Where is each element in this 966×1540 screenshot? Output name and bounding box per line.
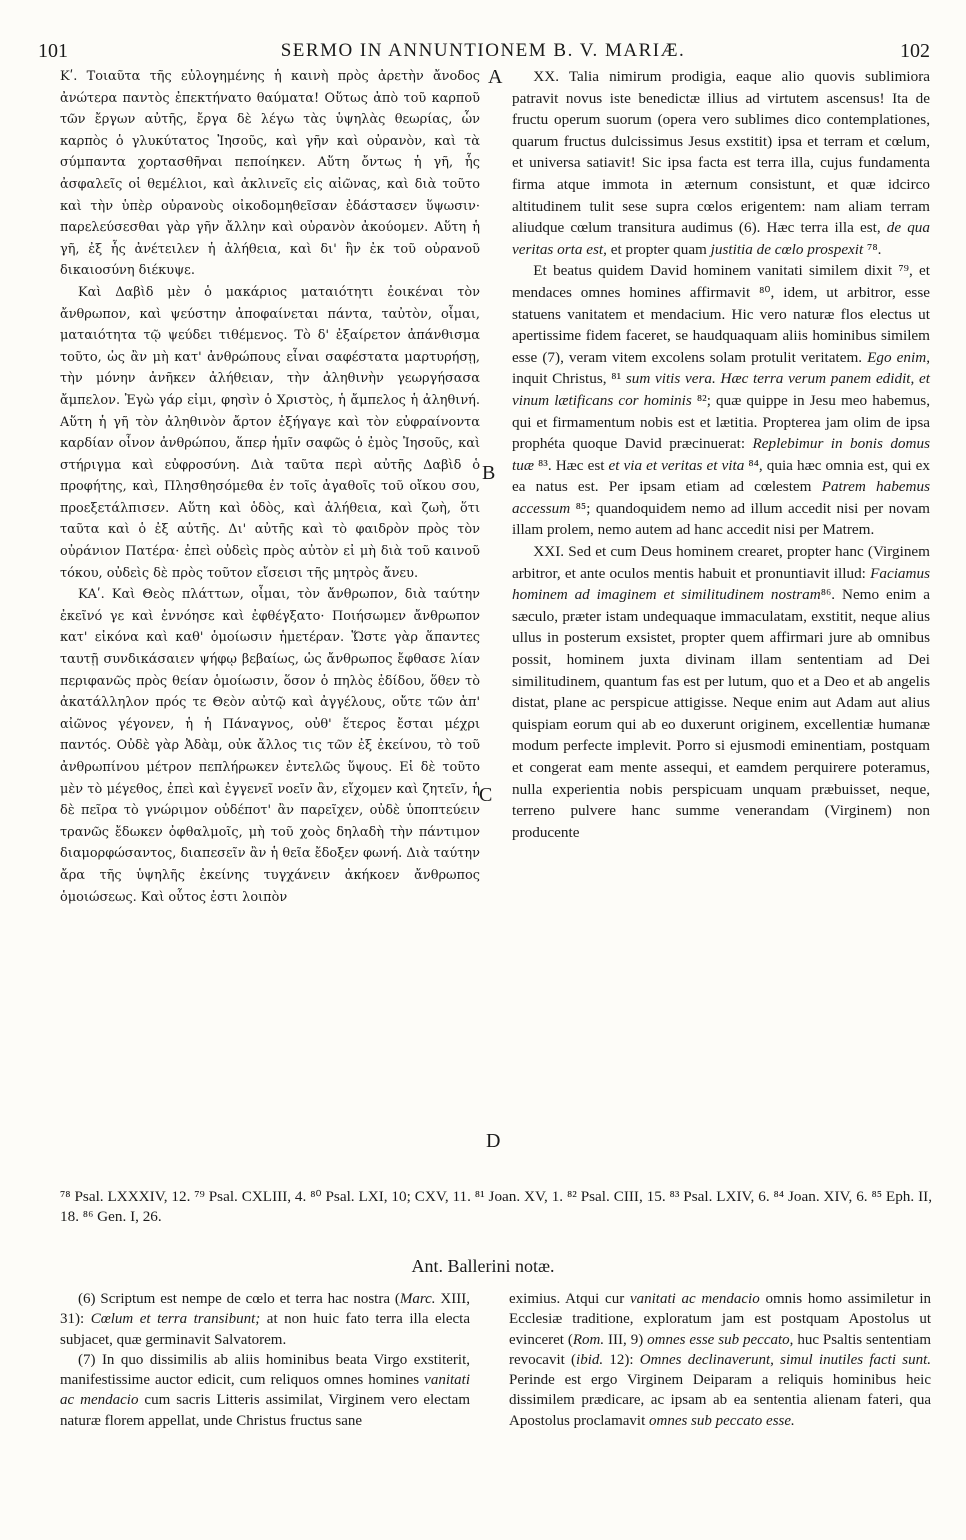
latin-paragraph-20: XX. Talia nimirum prodigia, eaque alio quovis sublimiora patravit novus iste benedictæ illius ad virtutem ascensus! Ita de fructu operum suorum (opera vero sublimes dico contemplationes, quarum fructus dulcissimus Jesus exstitit) ipsa et terram et cœlum, et universa satiavit! Sic ipsa facta est terra illa, cujus fundamenta firma atque immota in æternum consistunt, et quæ idcirco altitudinem tulit sese supra cœlos erigentem: nam aliam terram aliudque cœlum transitura audimus (6). Hæc terra illa est, de qua veritas orta est, et propter quam justitia de cœlo prospexit ⁷⁸. xyxy=(512,68,930,258)
note-7-continued: eximius. Atqui cur vanitati ac mendacio omnis homo assimiletur in Ecclesiæ traditione, exploratum jam est postquam Apostolus ut evinceret (Rom. III, 9) omnes esse sub peccato, huc Psaltis sententiam revocavit (ibid. 12): Omnes declinaverunt, simul inutiles facti sunt. Perinde est ergo Virginem Deiparam a reliquis hominibus heic dissimilem prædicare, ac ipsam ab ea sententia alienam fateri, qua Apostolus proclamavit omnes sub peccato esse. xyxy=(509,1291,931,1429)
margin-letter-d: D xyxy=(486,1130,501,1152)
greek-paragraph-21: ΚΑʹ. Καὶ Θεὸς πλάττων, οἶμαι, τὸν ἄνθρωπον, διὰ ταύτην ἐκεῖνό γε καὶ ἐννόησε καὶ ἐφθέγξατο· Ποιήσωμεν ἄνθρωπον κατ' εἰκόνα καὶ καθ' ὁμοίωσιν ἡμετέραν. Ὥστε γὰρ ἅπαντες ταυτῇ συνδικάσαιεν ψήφῳ βεβαίως, ὡς ἄνθρωπος ἔφθασε λίαν περιφανῶς πρὸς θείαν ὁμοίωσιν, ὅσον ὁ πηλὸς ἐδίδου, ὅθεν τὸ ἀκατάλληλον πρός τε Θεὸν αὐτῷ καὶ ἀγγέλους, οὔτε τῶν ἀπ' αἰῶνος γέγονεν, ἡ ἡ Πάναγνος, οὐθ' ἕτερος ἔσται μέχρι παντός. Οὐδὲ γὰρ Ἀδὰμ, οὐκ ἄλλος τις τῶν ἐξ ἐκείνου, τὸ τοῦ ἀνθρωπίνου μέτρον πεπλήρωκεν ἐντελῶς ὕψους. Εἰ δὲ τοῦτο μὲν τὸ μέγεθος, ἐπεὶ καὶ ἐγγενεῖ νοεῖν ἂν, εἴχομεν καὶ ζητεῖν, ἡ δὲ πεῖρα τὸ γνώριμον οὐδέποτ' ἂν παρεῖχεν, οὐδὲ ὑποπτεύειν τρανῶς ἔδωκεν ὀφθαλμοῖς, μὴ τοῦ χοὸς δηλαδὴ τὴν πάντιμον διαμορφώσαντος, διαπεσεῖν ἂν ἡ θεῖα ἔδοξεν φωνή. Διὰ ταύτην ἄρα τῆς ὑψηλῆς ἐκείνης τυγχάνειν ἀκήκοεν ἄνθρωπος ὁμοιώσεως. Καὶ οὗτος ἐστι λοιπὸν xyxy=(60,587,480,905)
page-number-right: 102 xyxy=(900,40,930,62)
greek-paragraph-david: Καὶ Δαβὶδ μὲν ὁ μακάριος ματαιότητι ἐοικέναι τὸν ἄνθρωπον, καὶ ψεύστην ἀποφαίνεται πάντα, ταὐτὸν, οἶμαι, ματαιότητα τῷ ψεύδει τιθέμενος. Τὸ δ' ἐξαίρετον ἀπάνθισμα τοῦτο, ὡς ἂν μὴ κατ' ἀνθρώπους εἶναι σαφέστατα μαρτυρήσῃ, τὴν μόνην ἀνῆκεν ἀλήθειαν, τὴν ἀληθινὴν γεωργήσασα ἄμπελον. Ἐγὼ γάρ εἰμι, φησὶν ὁ Χριστὸς, ἡ ἄμπελος ἡ ἀληθινή. Αὕτη ἡ γῆ τὸν ἀληθινὸν ἄρτον ἐξήγαγε καὶ τὸν εὐφραίνοντα καρδίαν οἶνον ἀνθρώπου, ἅπερ ἡμῖν σαφῶς ὁ ἐμὸς Ἰησοῦς, καὶ στήριγμα καὶ εὐφροσύνη. Διὰ ταῦτα περὶ αὐτῆς Δαβὶδ ὁ προφήτης, καὶ, Πλησθησόμεθα ἐν τοῖς ἀγαθοῖς τοῦ οἴκου σου, προεξετάλπισεν. Αὕτη καὶ ὁδὸς, καὶ ἀλήθεια, καὶ ζωὴ, ὅτι ταῦτα καὶ ὁ ἐξ αὐτῆς. Δι' αὐτῆς καὶ τὸ φαιδρὸν πρὸς τὸν οὐράνιον Πατέρα· ἐπεὶ οὐδεὶς πρὸς αὐτὸν εἰ μὴ διὰ τοῦ καινοῦ τόκου, οὐδεὶς δὲ πρὸς τοῦτον εἴσεισι τῆς μητρὸς ἄνευ. xyxy=(60,284,480,581)
latin-column xyxy=(512,66,930,843)
note-6: (6) Scriptum est nempe de cœlo et terra hac nostra (Marc. XIII, 31): Cœlum et terra transibunt; at non huic fato terra illa electa subjacet, quæ germinavit Salvatorem. xyxy=(60,1291,470,1348)
scripture-footnotes: ⁷⁸ Psal. LXXXIV, 12. ⁷⁹ Psal. CXLIII, 4. ⁸⁰ Psal. LXI, 10; CXV, 11. ⁸¹ Joan. XV, 1. ⁸² Psal. CIII, 15. ⁸³ Psal. LXIV, 6. ⁸⁴ Joan. XIV, 6. ⁸⁵ Eph. II, 18. ⁸⁶ Gen. I, 26. xyxy=(60,1188,932,1225)
note-7: (7) In quo dissimilis ab aliis hominibus beata Virgo exstiterit, manifestissime auctor edicit, cum reliquos omnes homines vanitati ac mendacio cum sacris Litteris assimilat, Virginem vero electam naturæ florem appellat, unde Christus fructus sane xyxy=(60,1351,470,1429)
greek-paragraph-20: Κʹ. Τοιαῦτα τῆς εὐλογημένης ἡ καινὴ πρὸς ἀρετὴν ἄνοδος ἀνώτερα παντὸς ἐπεκτήνατο θαύματα! Οὕτως ἀπὸ τοῦ καρποῦ τῶν ἔργων αὐτῆς, ἔργα δὲ λέγω τὰς ὑψηλὰς θεωρίας, ὧν καρπὸς ὁ γλυκύτατος Ἰησοῦς, καὶ γῆν καὶ οὐρανὸν, καὶ τὰ σύμπαντα χορτασθῆναι πεποίηκεν. Αὕτη ὄντως ἡ γῆ, ἧς ἀσφαλεῖς οἱ θεμέλιοι, καὶ ἀκλινεῖς εἰς αἰῶνας, καὶ διὰ τοῦτο καὶ τὴν ὑπὲρ οὐρανοὺς οἰκοδομηθεῖσαν ἐδάστασεν ὕψωσιν· παρελεύσεσθαι γὰρ γῆν ἄλλην καὶ οὐρανὸν ἀκούομεν. Αὕτη ἡ γῆ, ἐξ ἧς ἀνέτειλεν ἡ ἀλήθεια, καὶ δι' ἣν ἐκ τοῦ οὐρανοῦ δικαιοσύνη διέκυψε. xyxy=(60,69,480,279)
margin-letter-a: A xyxy=(488,66,503,88)
latin-paragraph-david: Et beatus quidem David hominem vanitati similem dixit ⁷⁹, et mendaces omnes homines affirmavit ⁸⁰, idem, ut arbitror, esse statuens vanitatem et mendacium. Hic vero naturæ flos electus ut apertissime fidem faceret, se haudquaquam aliis hominibus similem esse (7), veram vitem excolens solam protulit veritatem. Ego enim, inquit Christus, ⁸¹ sum vitis vera. Hæc terra verum panem edidit, et vinum lætificans cor hominis ⁸²; quæ quippe in Jesu meo habemus, qui et firmamentum nobis est et lætitia. Propterea jam olim de ipsa prophéta quoque David præcinuerat: Replebimur in bonis domus tuæ ⁸³. Hæc est et via et veritas et vita ⁸⁴, quia hæc omnia est, qui ex ea natus est. Per ipsam etiam ad cœlestem Patrem habemus accessum ⁸⁵; quandoquidem nemo ad illum accedit nisi per novam illam prolem, nemo autem ad hanc accedit nisi per Matrem. xyxy=(512,262,931,539)
notes-right-column xyxy=(509,1289,931,1431)
margin-letter-c: C xyxy=(479,784,493,806)
margin-letter-b: B xyxy=(482,462,496,484)
running-title: SERMO IN ANNUNTIONEM B. V. MARIÆ. xyxy=(280,40,686,61)
notes-title: Ant. Ballerini notæ. xyxy=(411,1256,555,1276)
greek-column xyxy=(60,66,480,908)
latin-paragraph-21: XXI. Sed et cum Deus hominem crearet, propter hanc (Virginem arbitror, et ante oculos mentis habuit et pronuntiavit illud: Faciamus hominem ad imaginem et similitudinem nostram⁸⁶. Nemo enim a sæculo, præter istam undequaque immaculatam, exstitit, neque alius ullus in posterum exsistet, propter quem affirmari jure ab omnibus possit, hominem juxta divinam illam sententiam ad Dei similitudinem, quantum fas est per lutum, quo et a Deo et ab angelis distat, plane ac perspicue attigisse. Neque enim aut Adam aut alius quispiam eorum qui ab eo duxerunt originem, excellentiæ humanæ modum perfecte implevit. Porro si ejusmodi eminentiam, postquam et congerat eam mente assequi, et eamdem perquirere poteramus, nulla experientia nobis perspicuam unquam præbuisset, neque, terreno pulvere hanc summe venerandam (Virginem) non producente xyxy=(512,543,930,841)
page-number-left: 101 xyxy=(38,40,68,62)
notes-left-column xyxy=(60,1289,470,1431)
